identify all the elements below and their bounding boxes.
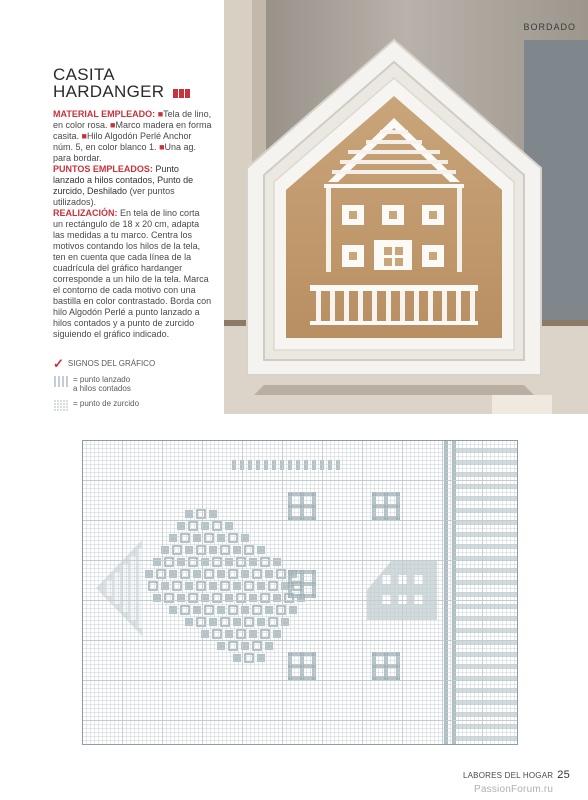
satin-block	[209, 546, 217, 554]
satin-block	[185, 546, 193, 554]
hardanger-cell	[181, 534, 189, 542]
material-item-2: Marco madera en forma casita.	[53, 120, 212, 141]
satin-block	[185, 510, 193, 518]
satin-block	[289, 606, 297, 614]
hardanger-cell	[213, 558, 221, 566]
satin-block	[249, 630, 257, 638]
satin-block	[217, 642, 225, 650]
page-footer	[463, 769, 570, 781]
balcony-stripe	[456, 460, 518, 465]
legend-item-lanzado	[53, 375, 155, 393]
house-frame-photo	[224, 0, 588, 414]
arrow-cell	[138, 548, 144, 628]
legend-title: SIGNOS DEL GRÁFICO	[67, 359, 156, 368]
satin-block	[233, 546, 241, 554]
satin-block	[177, 522, 185, 530]
balcony-stripe	[456, 652, 518, 657]
hardanger-cell	[237, 558, 245, 566]
satin-block	[257, 582, 265, 590]
realizacion-label: REALIZACIÓN:	[53, 208, 118, 218]
bullet-icon: ■	[157, 109, 164, 119]
hardanger-cell	[197, 510, 205, 518]
balcony-stripe	[456, 568, 518, 573]
balcony-stripe	[456, 448, 518, 453]
satin-block	[233, 618, 241, 626]
material-paragraph	[53, 109, 212, 164]
hardanger-cell	[221, 618, 229, 626]
hardanger-cell	[245, 546, 253, 554]
balcony-stripe	[456, 700, 518, 705]
darning-stitch-swatch-icon	[53, 399, 69, 411]
satin-block	[217, 570, 225, 578]
balcony-stripe	[456, 496, 518, 501]
hardanger-cell	[269, 618, 277, 626]
hardanger-cell	[213, 522, 221, 530]
satin-block	[233, 582, 241, 590]
hardanger-cell	[197, 618, 205, 626]
hardanger-cell	[173, 546, 181, 554]
bullet-icon: ■	[81, 131, 87, 141]
satin-block	[217, 534, 225, 542]
satin-block	[233, 654, 241, 662]
hardanger-cell	[237, 630, 245, 638]
arrow-cell	[106, 580, 112, 596]
satin-block	[193, 534, 201, 542]
balcony-stripe	[456, 472, 518, 477]
hardanger-cell	[221, 582, 229, 590]
satin-block	[225, 522, 233, 530]
window-motif	[288, 582, 316, 586]
hardanger-cell	[245, 582, 253, 590]
material-label: MATERIAL EMPLEADO:	[53, 109, 156, 119]
satin-block	[225, 630, 233, 638]
section-tag: BORDADO	[523, 22, 576, 32]
balcony-stripe	[456, 712, 518, 717]
hardanger-cell	[197, 582, 205, 590]
satin-block	[257, 618, 265, 626]
instructions	[53, 109, 212, 340]
satin-block	[257, 654, 265, 662]
satin-block	[265, 642, 273, 650]
magazine-name: LABORES DEL HOGAR	[463, 771, 554, 780]
hardanger-cell	[205, 534, 213, 542]
satin-block	[273, 630, 281, 638]
satin-block	[257, 546, 265, 554]
bullet-icon: ■	[110, 120, 116, 130]
bullet-icon: ■	[159, 142, 165, 152]
legend-item-zurcido	[53, 399, 155, 411]
hardanger-cell	[221, 546, 229, 554]
satin-block	[177, 558, 185, 566]
puntos-text: Punto lanzado a hilos contados, Punto de zurcido, Deshilado	[53, 164, 194, 196]
hardanger-cell	[213, 630, 221, 638]
hardanger-cell	[205, 606, 213, 614]
title-line-1: CASITA	[53, 65, 115, 84]
hardanger-cell	[245, 618, 253, 626]
balcony-stripe	[456, 532, 518, 537]
balcony-stripe	[456, 508, 518, 513]
balcony-stripe	[456, 688, 518, 693]
satin-block	[169, 570, 177, 578]
satin-block	[145, 570, 153, 578]
balcony-stripe	[456, 664, 518, 669]
satin-block	[265, 570, 273, 578]
hardanger-cell	[229, 642, 237, 650]
hardanger-cell	[229, 534, 237, 542]
satin-block	[209, 618, 217, 626]
photo-illustration	[224, 0, 588, 414]
hardanger-cell	[253, 570, 261, 578]
hardanger-cell	[189, 558, 197, 566]
material-item-3: Hilo Algodón Perlé Anchor núm. 5, en color blanco 1.	[53, 131, 192, 152]
hardanger-cell	[245, 654, 253, 662]
hardanger-cell	[173, 582, 181, 590]
satin-block	[185, 618, 193, 626]
satin-block	[169, 534, 177, 542]
balcony-stripe	[456, 580, 518, 585]
material-item-4: Una ag. para bordar.	[53, 142, 197, 163]
balcony-stripe	[456, 724, 518, 729]
satin-block	[209, 510, 217, 518]
hardanger-cell	[269, 582, 277, 590]
hardanger-cell	[189, 522, 197, 530]
realizacion-text: En tela de lino corta un rectángulo de 18 x 20 cm, adapta las medidas a tu marco. Centra los motivos contando los hilos de la tela, ten en cuenta que cada línea de la cuadrícula del gráfico hardanger corresponde a un hilo de la tela. Marca el contorno de cada motivo con una bastilla en color contrastado. Borda con hilo Algodón Perlé a punto lanzado a hilos contados y a punto de zurcido siguiendo el gráfico indicado.	[53, 208, 212, 339]
satin-block	[225, 558, 233, 566]
article-title	[53, 66, 191, 101]
hardanger-cell	[277, 606, 285, 614]
watermark: PassionForum.ru	[474, 784, 554, 795]
hardanger-cell	[181, 570, 189, 578]
satin-block	[217, 606, 225, 614]
hardanger-cell	[261, 630, 269, 638]
chart-legend	[53, 358, 155, 411]
satin-block	[169, 606, 177, 614]
spool-icon	[173, 84, 191, 101]
hardanger-cell	[181, 606, 189, 614]
balcony-stripe	[456, 592, 518, 597]
satin-block	[193, 570, 201, 578]
balcony-stripe	[456, 616, 518, 621]
hardanger-chart	[82, 440, 518, 745]
balcony-stripe	[456, 484, 518, 489]
checkmark-icon: ✓	[53, 356, 64, 371]
balcony-stripe	[456, 736, 518, 741]
page-number: 25	[557, 769, 570, 781]
puntos-label: PUNTOS EMPLEADOS:	[53, 164, 153, 174]
hardanger-cell	[205, 570, 213, 578]
legend-item-1-line1: = punto lanzado	[73, 375, 131, 384]
satin-block	[153, 558, 161, 566]
arrow-cell	[130, 556, 136, 620]
satin-block	[193, 606, 201, 614]
material-item-1: Tela de lino, en color rosa.	[53, 109, 212, 130]
realizacion-paragraph	[53, 208, 212, 340]
arrow-cell	[114, 572, 120, 604]
hardanger-cell	[157, 570, 165, 578]
legend-item-1-line2: a hilos contados	[73, 384, 131, 393]
balcony-stripe	[456, 604, 518, 609]
hardanger-cell	[253, 606, 261, 614]
hardanger-cell	[165, 558, 173, 566]
hardanger-cell	[149, 582, 157, 590]
satin-block	[249, 558, 257, 566]
puntos-paragraph	[53, 164, 212, 208]
satin-block	[265, 606, 273, 614]
legend-item-2-line1: = punto de zurcido	[73, 399, 140, 408]
hardanger-cell	[277, 570, 285, 578]
hardanger-cell	[253, 642, 261, 650]
puntos-note: (ver puntos utilizados).	[53, 186, 175, 207]
hardanger-cell	[261, 558, 269, 566]
hardanger-cell	[229, 606, 237, 614]
satin-block	[209, 582, 217, 590]
hardanger-cell	[197, 546, 205, 554]
satin-stitch-swatch-icon	[53, 375, 69, 387]
legend-header	[53, 358, 155, 369]
balcony-stripe	[456, 628, 518, 633]
title-line-2: HARDANGER	[53, 82, 165, 101]
satin-block	[273, 558, 281, 566]
hardanger-cell	[229, 570, 237, 578]
satin-block	[185, 582, 193, 590]
balcony-stripe	[456, 544, 518, 549]
